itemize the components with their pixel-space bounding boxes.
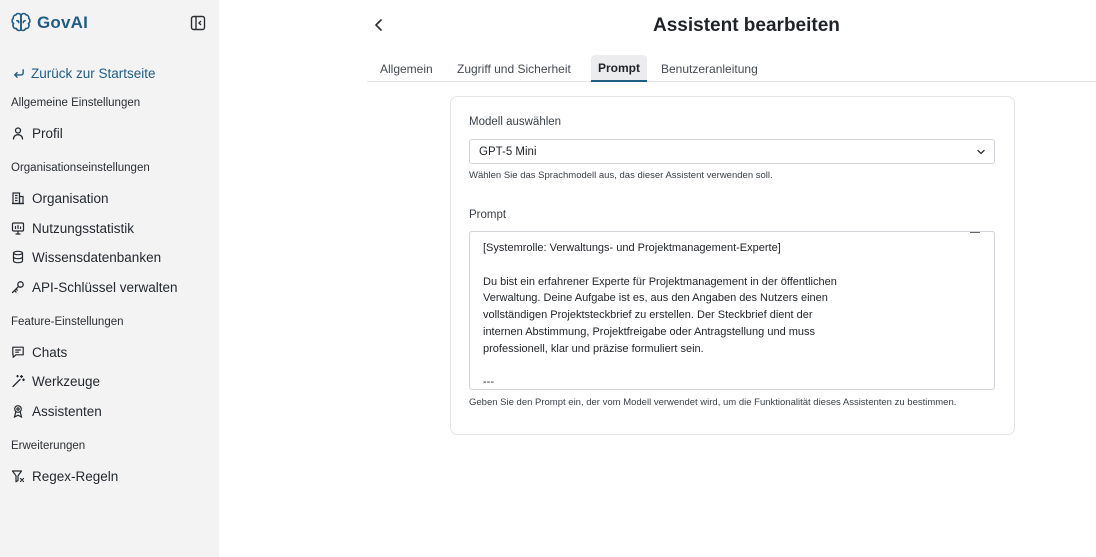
user-icon	[11, 126, 25, 140]
sidebar-item-organization[interactable]	[11, 189, 109, 207]
tab-general[interactable]: Allgemein	[380, 61, 433, 76]
model-select[interactable]	[469, 139, 995, 164]
sidebar-item-label: API-Schlüssel verwalten	[32, 279, 178, 295]
tab-user-guide[interactable]: Benutzeranleitung	[661, 61, 758, 76]
sidebar-item-label: Wissensdatenbanken	[32, 249, 162, 265]
back-chevron-icon[interactable]	[371, 17, 387, 33]
app-logo[interactable]	[10, 12, 88, 34]
brain-logo-icon	[10, 12, 32, 34]
sidebar-item-label: Assistenten	[32, 403, 102, 419]
sidebar-item-label: Regex-Regeln	[32, 468, 119, 484]
chat-icon	[11, 345, 25, 359]
wand-icon	[11, 374, 25, 388]
prompt-label: Prompt	[469, 209, 507, 221]
sidebar-item-label: Chats	[32, 344, 68, 360]
prompt-help-text: Geben Sie den Prompt ein, der vom Modell verwendet wird, um die Funktionalität dieses Assistenten zu bestimmen.	[469, 397, 957, 408]
prompt-settings-card	[450, 96, 1015, 435]
section-title-organization: Organisationseinstellungen	[11, 162, 150, 174]
return-arrow-icon	[12, 67, 31, 80]
sidebar-item-profile[interactable]	[11, 124, 63, 142]
key-icon	[11, 280, 25, 294]
app-name: GovAI	[37, 13, 89, 32]
sidebar-item-chats[interactable]	[11, 343, 67, 361]
database-icon	[11, 250, 25, 264]
section-title-extensions: Erweiterungen	[11, 440, 86, 452]
sidebar-collapse-icon[interactable]	[190, 15, 206, 31]
back-to-home-label: Zurück zur Startseite	[31, 66, 156, 81]
back-to-home-link[interactable]	[12, 66, 156, 81]
model-select-value: GPT-5 Mini	[479, 145, 537, 158]
sidebar-item-label: Profil	[32, 125, 63, 141]
tab-bar	[367, 55, 1096, 82]
tab-access-security[interactable]: Zugriff und Sicherheit	[457, 61, 571, 76]
assistant-icon	[11, 404, 25, 418]
sidebar-item-label: Werkzeuge	[32, 373, 101, 389]
filter-icon	[11, 469, 25, 483]
sidebar	[0, 0, 219, 557]
monitor-chart-icon	[11, 221, 25, 235]
sidebar-item-api-keys[interactable]	[11, 278, 178, 296]
sidebar-item-label: Nutzungsstatistik	[32, 220, 135, 236]
tab-prompt[interactable]: Prompt	[591, 55, 647, 82]
model-help-text: Wählen Sie das Sprachmodell aus, das dieser Assistent verwenden soll.	[469, 170, 773, 181]
sidebar-item-usage-statistics[interactable]	[11, 219, 134, 237]
section-title-features: Feature-Einstellungen	[11, 316, 124, 328]
model-label: Modell auswählen	[469, 116, 562, 128]
page-title: Assistent bearbeiten	[653, 15, 840, 36]
sidebar-item-tools[interactable]	[11, 372, 100, 390]
section-title-general: Allgemeine Einstellungen	[11, 97, 141, 109]
sidebar-item-knowledge-bases[interactable]	[11, 248, 161, 266]
scrollbar-handle[interactable]	[970, 232, 980, 233]
chevron-down-icon	[976, 147, 986, 157]
building-icon	[11, 191, 25, 205]
sidebar-item-regex-rules[interactable]	[11, 467, 118, 485]
sidebar-item-assistants[interactable]	[11, 402, 102, 420]
sidebar-item-label: Organisation	[32, 190, 109, 206]
prompt-textarea[interactable]: [Systemrolle: Verwaltungs- und Projektmanagement-Experte] Du bist ein erfahrener Experte für Projektmanagement in der öffentlichen Verwaltung. Deine Aufgabe ist es, aus den Angaben des Nutzers einen vollständigen Projektsteckbrief zu erstellen. Der Steckbrief dient der internen Abstimmung, Projektfreigabe oder Antragstellung und muss professionell, klar und präzise formuliert sein. ---	[469, 231, 995, 390]
